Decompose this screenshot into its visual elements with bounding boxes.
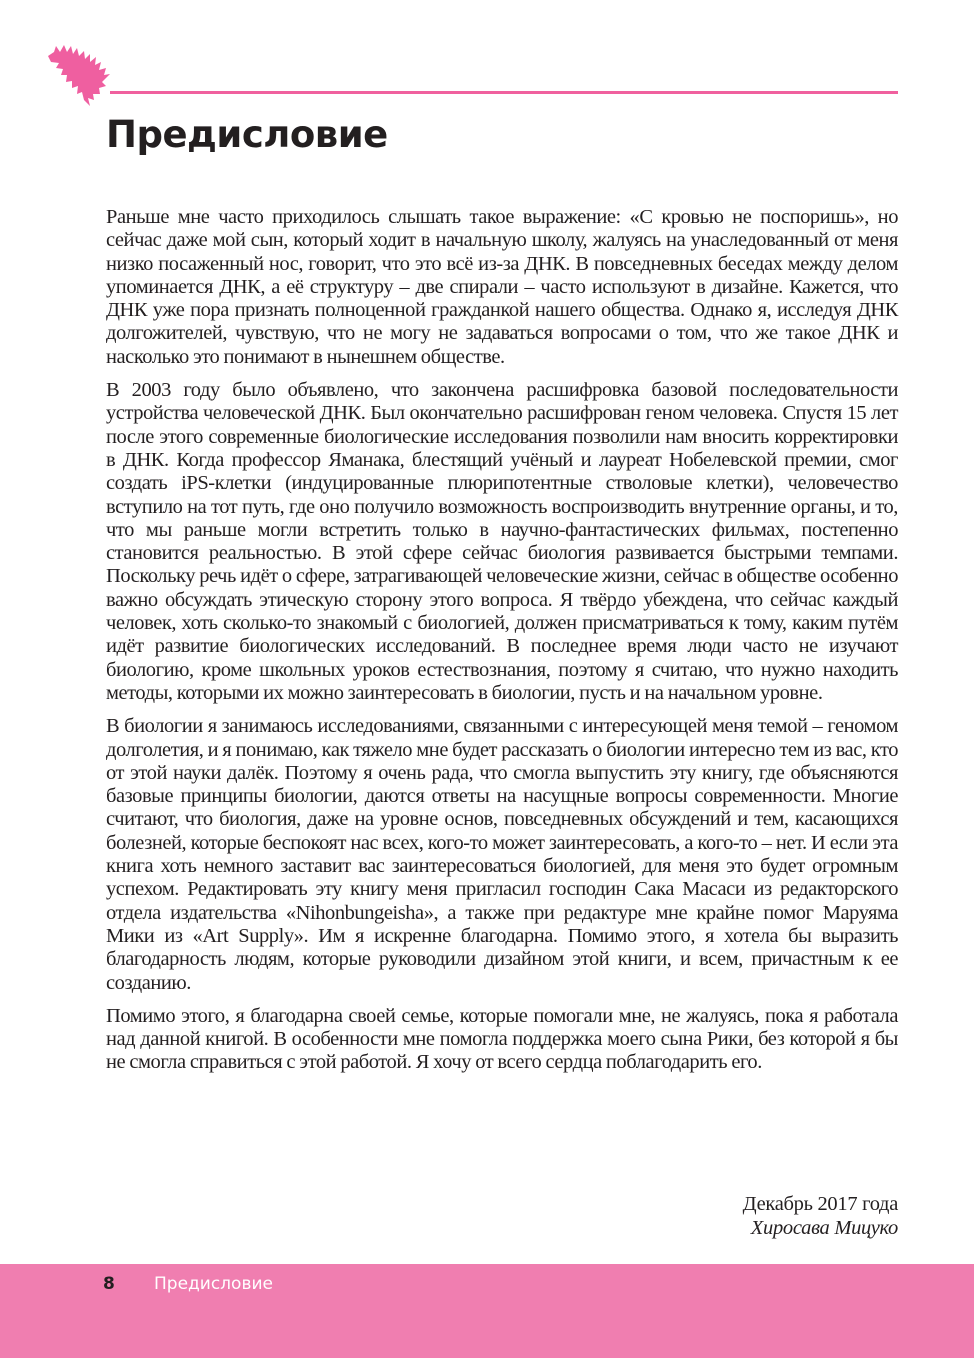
- signature-date: Декабрь 2017 года: [742, 1193, 898, 1215]
- page-title: Предисловие: [106, 113, 388, 156]
- signature: [743, 1193, 898, 1240]
- page-number: 8: [103, 1274, 115, 1294]
- paragraph-1: Раньше мне часто приходилось слышать такое выражение: «С кровью не поспоришь», но сейчас даже мой сын, который ходит в начальную школу, жалуясь на унаследованный от меня низко посаженный нос, говорит, что это всё из-за ДНК. В повседневных беседах между делом упоминается ДНК, а её структуру – две спирали – часто используют в дизайне. Кажется, что ДНК уже пора признать полноценной гражданкой нашего общества. Однако я, исследуя ДНК долгожителей, чувствую, что не могу не задаваться вопросами о том, что же такое ДНК и насколько это понимают в нынешнем обществе.: [106, 206, 898, 368]
- paragraph-4: Помимо этого, я благодарна своей семье, которые помогали мне, не жалуясь, пока я работала над данной книгой. В особенности мне помогла поддержка моего сына Рики, без которой я бы не смогла справиться с этой работой. Я хочу от всего сердца поблагодарить его.: [106, 1004, 898, 1074]
- paragraph-3: В биологии я занимаюсь исследованиями, связанными с интересующей меня темой – геномом долголетия, и я понимаю, как тяжело мне будет рассказать о биологии интересно тем из вас, кто от этой науки далёк. Поэтому я очень рада, что смогла выпустить эту книгу, где объясняются базовые принципы биологии, даются ответы на насущные вопросы современности. Многие считают, что биология, даже на уровне основ, повседневных обсуждений и тем, касающихся болезней, которые беспокоят нас всех, кого-то может заинтересовать, а кого-то – нет. И если эта книга хоть немного заставит вас заинтересоваться биологией, для меня это будет огромным успехом. Редактировать эту книгу меня пригласил господин Сака Масаси из редакторского отдела издательства «Nihonbungeisha», а также при редактуре мне крайне помог Маруяма Мики из «Art Supply». Им я искренне благодарна. Помимо этого, я хотела бы выразить благодарность людям, которые руководили дизайном этой книги, и всем, причастным к ее созданию.: [106, 715, 898, 994]
- paragraph-2: В 2003 году было объявлено, что закончена расшифровка базовой последовательности устройства человеческой ДНК. Был окончательно расшифрован геном человека. Спустя 15 лет после этого современные биологические исследования позволили нам вносить корректировки в ДНК. Когда профессор Яманака, блестящий учёный и лауреат Нобелевской премии, смог создать iPS-клетки (индуцированные плюрипотентные стволовые клетки), человечество вступило на тот путь, где оно получило возможность воспроизводить внутренние органы, и то, что мы раньше могли встретить только в научно-фантастических фильмах, постепенно становится реальностью. В этой сфере сейчас биология развивается быстрыми темпами. Поскольку речь идёт о сфере, затрагивающей человеческие жизни, сейчас в обществе особенно важно обсуждать этическую сторону этого вопроса. Я твёрдо убеждена, что сейчас каждый человек, хоть сколько-то знакомый с биологией, должен присматриваться к тому, каким путём идёт развитие биологических исследований. В последнее время люди часто не изучают биологию, кроме школьных уроков естествознания, поэтому я считаю, что нужно находить методы, которыми их можно заинтересовать в биологии, пусть и на начальном уровне.: [106, 379, 898, 704]
- fern-leaf-icon: [44, 42, 124, 108]
- header-rule: [110, 91, 898, 94]
- body-text: [106, 206, 898, 1085]
- footer-band: [0, 1264, 974, 1358]
- signature-author: Хиросава Мицуко: [750, 1216, 898, 1239]
- running-head: Предисловие: [154, 1274, 273, 1294]
